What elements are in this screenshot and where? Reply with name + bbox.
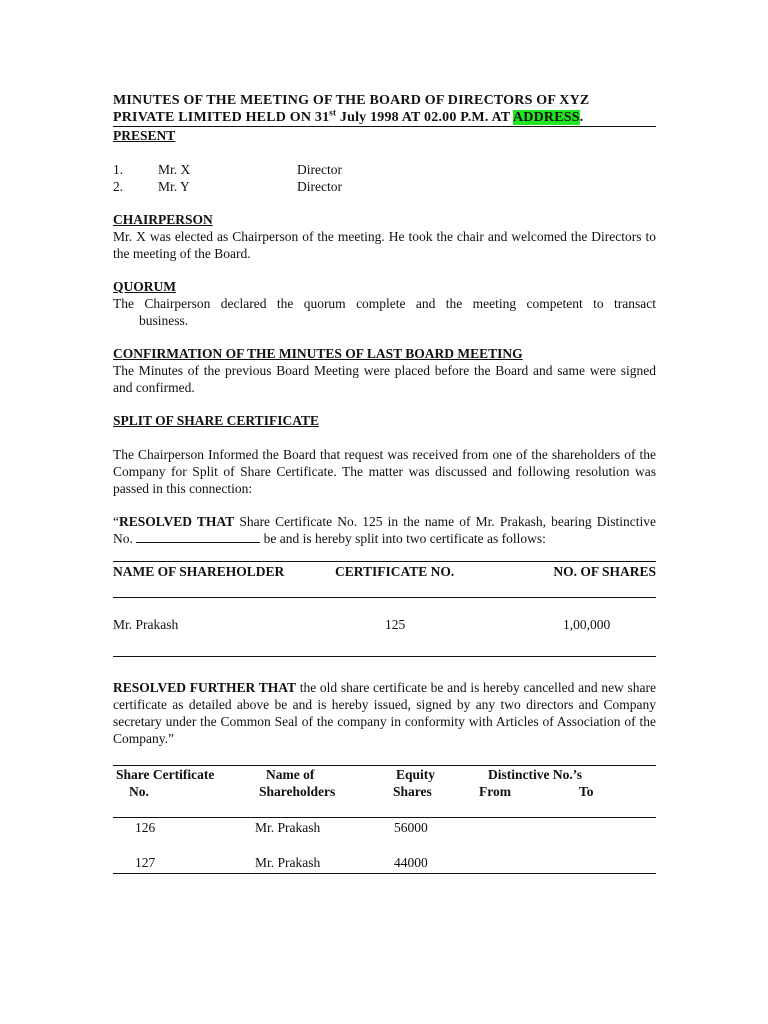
member-number: 1.: [113, 162, 124, 177]
table1-header: [113, 563, 656, 580]
col-header-name-2: Shareholders: [259, 784, 336, 799]
cell-shareholder: Mr. Prakash: [255, 855, 321, 870]
title-superscript: st: [329, 107, 337, 118]
resolved-paragraph: [113, 513, 656, 547]
col-header-cert-1: Share Certificate: [116, 767, 215, 782]
split-heading: SPLIT OF SHARE CERTIFICATE: [113, 413, 319, 428]
quorum-text-line-2: business.: [139, 313, 189, 328]
present-row: [113, 161, 656, 178]
confirmation-text: The Minutes of the previous Board Meeting were placed before the Board and same were signed and confirmed.: [113, 363, 656, 395]
member-number: 2.: [113, 179, 124, 194]
cell-cert-no: 126: [135, 820, 156, 835]
col-header-cert-2: No.: [129, 784, 149, 799]
resolved-text-a: Share Certificate No. 125 in the name of Mr. Prakash, bearing Distinctive No.: [113, 514, 656, 546]
table-row: [113, 616, 656, 633]
col-header-name: NAME OF SHAREHOLDER: [113, 564, 285, 579]
present-list: [113, 161, 656, 195]
table1-bottom-rule: [113, 656, 656, 657]
resolved-further-paragraph: [113, 679, 656, 747]
table-row: [113, 854, 656, 871]
cell-certificate-no: 125: [385, 617, 406, 632]
resolved-text-b: be and is hereby split into two certificate as follows:: [260, 531, 546, 546]
col-header-equity-2: Shares: [393, 784, 432, 799]
table-row: [113, 819, 656, 836]
member-role: Director: [297, 162, 342, 177]
resolved-further-text: the old share certificate be and is hereby cancelled and new share certificate as detailed above be and is hereby issued, signed by any two directors and Company secretary under the Common Seal of the company in conformity with Articles of Association of the Company.”: [113, 680, 656, 746]
resolved-label: RESOLVED THAT: [119, 514, 235, 529]
minutes-document: [113, 92, 656, 874]
col-header-shares: NO. OF SHARES: [553, 564, 656, 579]
cell-shareholder: Mr. Prakash: [255, 820, 321, 835]
cell-equity-shares: 44000: [394, 855, 428, 870]
title-line-1: MINUTES OF THE MEETING OF THE BOARD OF DIRECTORS OF XYZ: [113, 93, 590, 108]
quorum-text-line-1: The Chairperson declared the quorum complete and the meeting competent to transact: [113, 296, 656, 311]
cell-equity-shares: 56000: [394, 820, 428, 835]
chairperson-text: Mr. X was elected as Chairperson of the meeting. He took the chair and welcomed the Directors to the meeting of the Board.: [113, 229, 656, 261]
cell-no-of-shares: 1,00,000: [563, 617, 611, 632]
title-line-2-start: PRIVATE LIMITED HELD ON 31: [113, 110, 330, 125]
table1-header-rule: [113, 597, 656, 598]
present-row: [113, 178, 656, 195]
chairperson-heading: CHAIRPERSON: [113, 212, 213, 227]
quorum-heading: QUORUM: [113, 279, 176, 294]
distinctive-no-blank: [136, 530, 260, 543]
document-title: [113, 92, 656, 126]
confirmation-heading: CONFIRMATION OF THE MINUTES OF LAST BOARD MEETING: [113, 346, 523, 361]
table2-header-rule: [113, 817, 656, 818]
resolved-further-label: RESOLVED FURTHER THAT: [113, 680, 296, 695]
title-line-2-end: .: [579, 110, 584, 125]
split-intro-text: The Chairperson Informed the Board that request was received from one of the shareholders of the Company for Split of Share Certificate. The matter was discussed and following resolution was passed in this connection:: [113, 447, 656, 496]
title-line-2-mid: July 1998 AT 02.00 P.M. AT: [336, 110, 513, 125]
open-quote: “: [113, 514, 119, 529]
member-name: Mr. X: [158, 162, 191, 177]
col-header-distinctive: Distinctive No.’s: [488, 767, 582, 782]
col-header-equity-1: Equity: [396, 767, 436, 782]
col-header-to: To: [579, 784, 594, 799]
table1-top-rule: [113, 561, 656, 562]
table2-bottom-rule: [113, 873, 656, 874]
title-line-2: [113, 109, 656, 126]
present-heading: PRESENT: [113, 128, 176, 143]
cell-cert-no: 127: [135, 855, 156, 870]
cell-shareholder-name: Mr. Prakash: [113, 617, 179, 632]
member-name: Mr. Y: [158, 179, 190, 194]
col-header-from: From: [479, 784, 511, 799]
table2-header: [113, 766, 656, 800]
col-header-name-1: Name of: [266, 767, 315, 782]
col-header-certificate: CERTIFICATE NO.: [335, 564, 455, 579]
address-highlight: ADDRESS: [512, 110, 580, 125]
member-role: Director: [297, 179, 342, 194]
